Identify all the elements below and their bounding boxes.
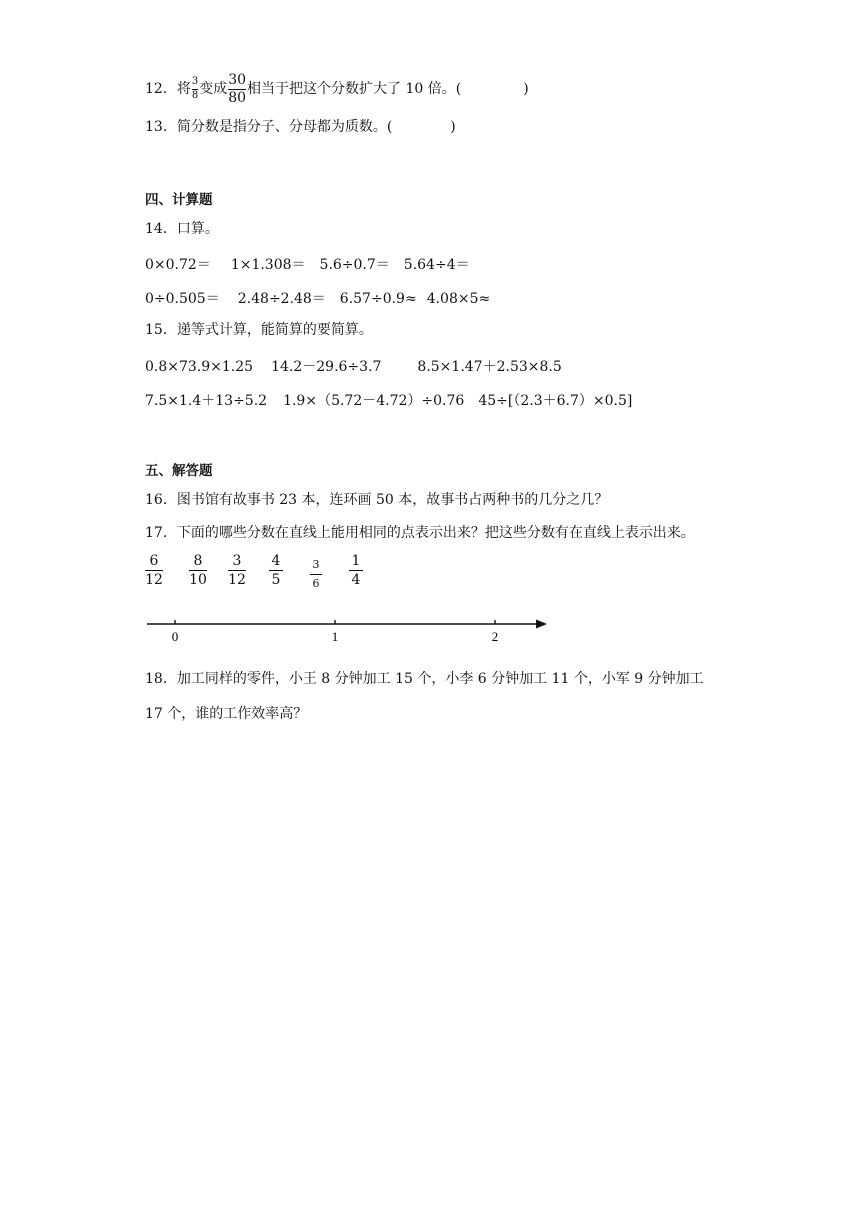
question-15-title: 15．递等式计算，能简算的要简算。 — [145, 322, 373, 338]
fraction-3-8: $\frac{3}{8}$ — [191, 76, 199, 101]
question-12-text-post: 相当于把这个分数扩大了 10 倍。( — [247, 81, 462, 97]
expr: 7.5×1.4＋13÷5.2 — [145, 393, 268, 409]
oral-calc-row-1 — [145, 254, 470, 274]
question-16: 16．图书馆有故事书 23 本，连环画 50 本，故事书占两种书的几分之几？ — [145, 492, 609, 508]
stepwise-calc-row-2 — [145, 390, 632, 410]
expr: 0.8×73.9×1.25 — [145, 359, 254, 375]
expr: 5.64÷4＝ — [403, 257, 470, 273]
question-12-number: 12． — [145, 81, 177, 97]
expr: 0÷0.505＝ — [145, 291, 220, 307]
expr: 0×0.72＝ — [145, 257, 211, 273]
expr: 1.9×（5.72－4.72）÷0.76 — [283, 393, 465, 409]
tick-label: 1 — [331, 629, 339, 644]
fraction-item: 1 4 — [349, 552, 363, 589]
question-12-text-mid: 变成 — [199, 81, 228, 97]
fraction-item: 3 6 — [310, 556, 322, 593]
question-13: 13．简分数是指分子、分母都为质数。( ) — [145, 119, 456, 135]
arrow-right-icon — [536, 620, 547, 629]
section-heading-word-problems: 五、解答题 — [145, 463, 213, 479]
fraction-item: 8 10 — [189, 553, 207, 588]
expr: 2.48÷2.48＝ — [237, 291, 326, 307]
question-17: 17．下面的哪些分数在直线上能用相同的点表示出来？把这些分数有在直线上表示出来。 — [145, 525, 695, 541]
fraction-30-80: $\frac{30}{80}$ — [228, 71, 247, 106]
stepwise-calc-row-1 — [145, 356, 562, 376]
oral-calc-row-2 — [145, 288, 490, 308]
number-line — [147, 612, 549, 646]
question-18-line-1: 18．加工同样的零件，小王 8 分钟加工 15 个，小李 6 分钟加工 11 个，小军 9 分钟加工 — [145, 671, 704, 687]
question-13-text: 13．简分数是指分子、分母都为质数。( — [145, 119, 393, 135]
expr: 14.2－29.6÷3.7 — [271, 359, 382, 375]
expr: 1×1.308＝ — [230, 257, 306, 273]
expr: 5.6÷0.7＝ — [319, 257, 390, 273]
question-18-line-2: 17 个，谁的工作效率高？ — [145, 706, 308, 722]
fraction-item: 6 12 — [145, 553, 163, 588]
expr: 8.5×1.47＋2.53×8.5 — [417, 359, 562, 375]
expr: 4.08×5≈ — [426, 291, 491, 307]
tick-label: 2 — [491, 629, 499, 644]
question-12: 12．将 $\frac{3}{8}$ 变成 $\frac{30}{80}$ 相当于把这个分数扩大了 10 倍。( ) — [145, 71, 529, 106]
question-14-title: 14．口算。 — [145, 221, 219, 237]
expr: 6.57÷0.9≈ — [339, 291, 417, 307]
fraction-item: 4 5 — [269, 552, 283, 589]
tick-label: 0 — [171, 629, 179, 644]
fraction-item: 3 12 — [228, 553, 246, 588]
question-12-text-pre: 将 — [176, 81, 191, 97]
expr: 45÷[（2.3＋6.7）×0.5] — [478, 393, 633, 409]
section-heading-calculation: 四、计算题 — [145, 192, 213, 208]
